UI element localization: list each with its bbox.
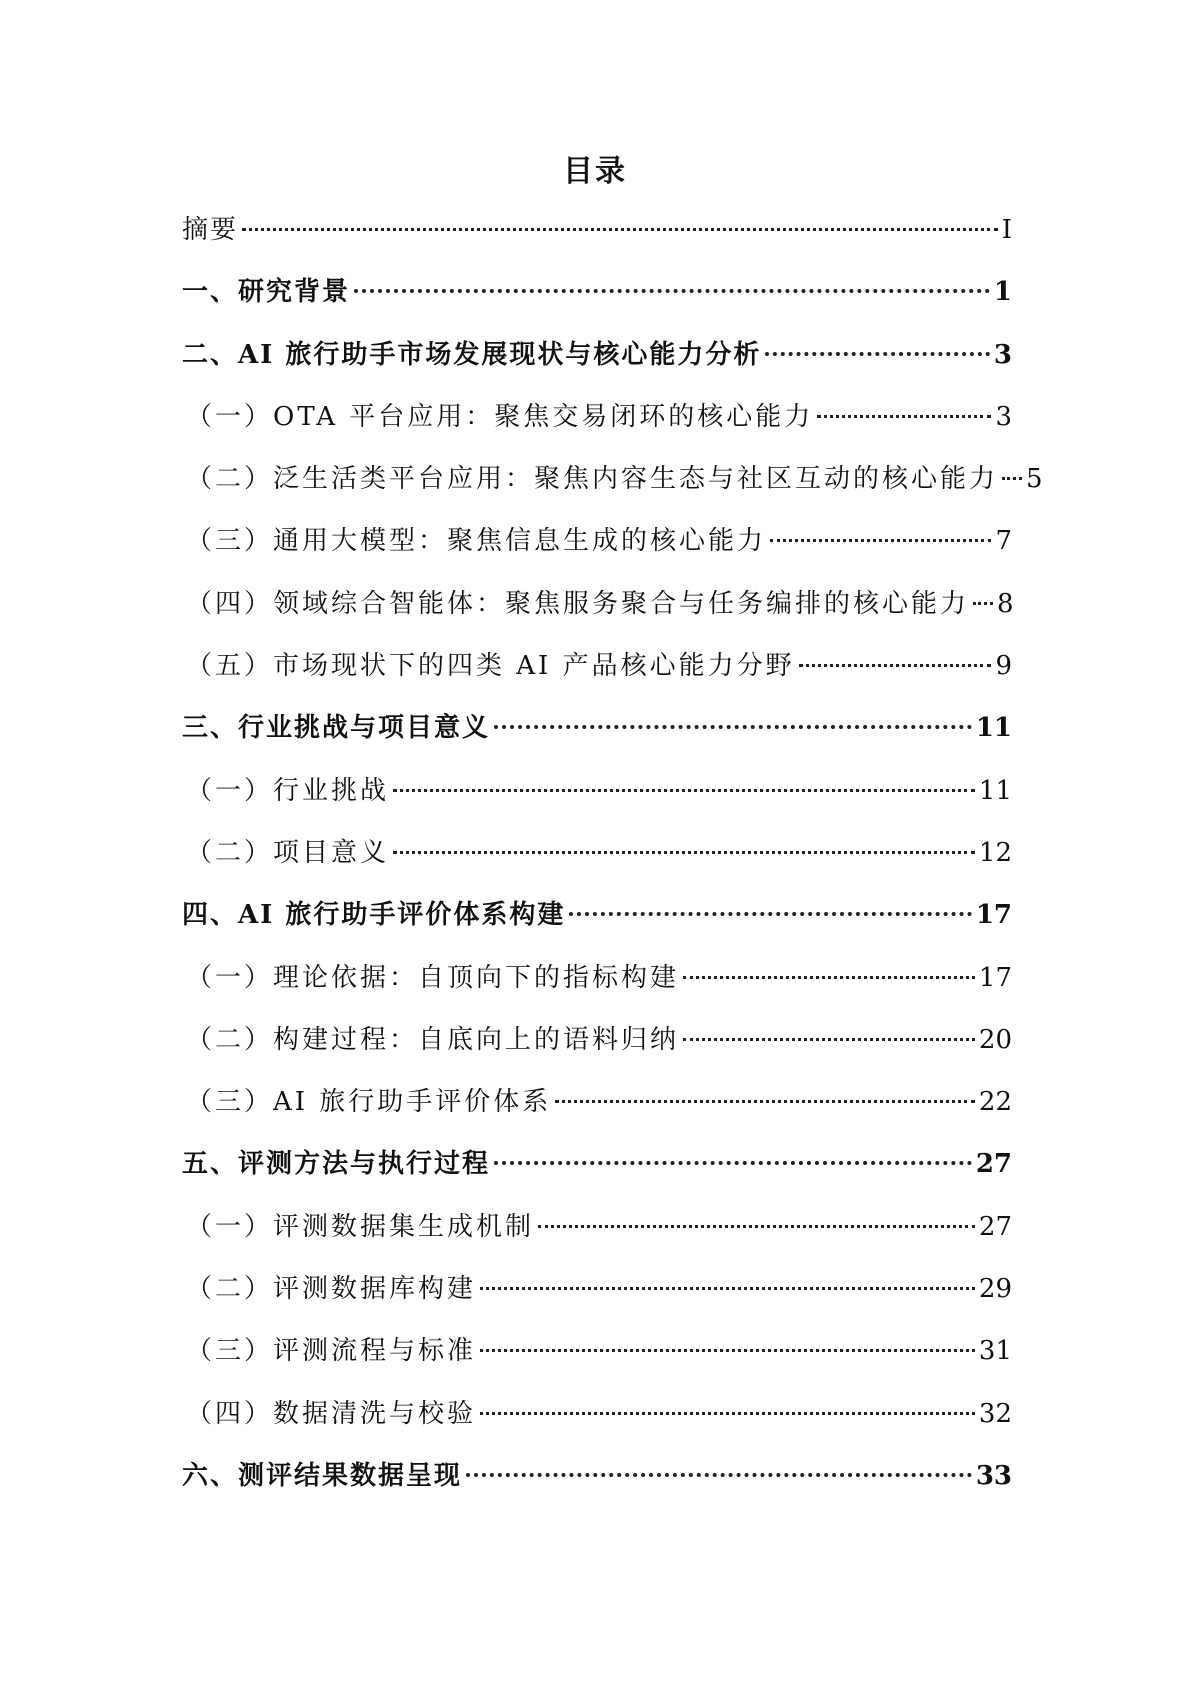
toc-entry[interactable]	[182, 1145, 1012, 1207]
toc-entry[interactable]	[182, 1021, 1012, 1083]
toc-entry[interactable]	[182, 585, 1012, 647]
toc-entry[interactable]	[182, 896, 1012, 958]
toc-leader-dots	[494, 1161, 972, 1165]
toc-entry-text: （四）领域综合智能体：聚焦服务聚合与任务编排的核心能力	[186, 588, 970, 619]
toc-leader-dots	[480, 1287, 975, 1290]
toc-page-number: 8	[997, 588, 1014, 619]
toc-entry-text: 六、测评结果数据呈现	[182, 1460, 463, 1491]
toc-leader-dots	[973, 602, 993, 605]
toc-page-number: 3	[995, 401, 1012, 432]
toc-page-number: 27	[975, 1149, 1012, 1180]
toc-entry-text: （三）评测流程与标准	[186, 1336, 477, 1367]
toc-entry[interactable]	[182, 273, 1012, 335]
toc-page-number: 17	[978, 962, 1012, 993]
toc-entry[interactable]	[182, 1395, 1012, 1457]
toc-entry-text: （一）理论依据：自顶向下的指标构建	[186, 962, 680, 993]
toc-title: 目录	[563, 154, 627, 189]
toc-page-number: 5	[1026, 464, 1043, 495]
toc-entry[interactable]	[182, 211, 1012, 273]
toc-entry-text: （二）项目意义	[186, 837, 390, 868]
toc-page-number: I	[1001, 215, 1012, 245]
toc-entry-text: 四、AI 旅行助手评价体系构建	[182, 900, 566, 931]
toc-page-number: 22	[978, 1087, 1012, 1118]
toc-page-number: 7	[995, 526, 1012, 557]
toc-entry[interactable]	[182, 959, 1012, 1021]
toc-page-number: 17	[975, 900, 1012, 931]
toc-page-number: 31	[978, 1336, 1012, 1367]
toc-leader-dots	[1002, 477, 1022, 480]
toc-entry-text: （一）行业挑战	[186, 775, 390, 806]
toc-list	[182, 211, 1043, 1519]
toc-entry[interactable]	[182, 1270, 1012, 1332]
toc-page-number: 20	[978, 1024, 1012, 1055]
toc-entry[interactable]	[182, 460, 1043, 522]
toc-entry-text: 五、评测方法与执行过程	[182, 1149, 491, 1180]
toc-entry-text: （一）评测数据集生成机制	[186, 1211, 535, 1242]
toc-page-number: 29	[978, 1274, 1012, 1305]
toc-entry-text: （三）AI 旅行助手评价体系	[186, 1087, 552, 1118]
toc-leader-dots	[480, 1412, 975, 1415]
toc-entry[interactable]	[182, 1332, 1012, 1394]
toc-page-number: 11	[978, 775, 1012, 806]
toc-entry[interactable]	[182, 834, 1012, 896]
toc-entry-text: 三、行业挑战与项目意义	[182, 713, 491, 744]
toc-entry[interactable]	[182, 522, 1012, 584]
toc-leader-dots	[393, 789, 975, 792]
toc-leader-dots	[555, 1100, 975, 1103]
toc-entry-text: 二、AI 旅行助手市场发展现状与核心能力分析	[182, 339, 762, 370]
toc-leader-dots	[799, 664, 992, 667]
toc-leader-dots	[466, 1473, 972, 1477]
toc-entry-text: 摘要	[182, 215, 239, 245]
toc-entry[interactable]	[182, 772, 1012, 834]
toc-leader-dots	[683, 1038, 975, 1041]
toc-entry[interactable]	[182, 1208, 1012, 1270]
toc-leader-dots	[817, 415, 991, 418]
toc-leader-dots	[538, 1225, 975, 1228]
toc-page-number: 9	[995, 651, 1012, 682]
toc-page-number: 27	[978, 1211, 1012, 1242]
toc-leader-dots	[393, 851, 975, 854]
toc-leader-dots	[242, 228, 998, 231]
toc-page-number: 3	[993, 339, 1012, 370]
toc-entry[interactable]	[182, 709, 1012, 771]
toc-entry-text: （二）泛生活类平台应用：聚焦内容生态与社区互动的核心能力	[186, 464, 999, 495]
toc-leader-dots	[770, 539, 991, 542]
toc-leader-dots	[765, 352, 990, 356]
toc-entry[interactable]	[182, 398, 1012, 460]
toc-entry-text: （三）通用大模型：聚焦信息生成的核心能力	[186, 526, 767, 557]
toc-entry-text: （二）评测数据库构建	[186, 1274, 477, 1305]
toc-entry-text: （二）构建过程：自底向上的语料归纳	[186, 1024, 680, 1055]
toc-page-number: 11	[975, 713, 1012, 744]
toc-leader-dots	[480, 1349, 975, 1352]
toc-entry-text: （四）数据清洗与校验	[186, 1398, 477, 1429]
toc-leader-dots	[354, 289, 990, 293]
toc-entry-text: （一）OTA 平台应用：聚焦交易闭环的核心能力	[186, 401, 814, 432]
toc-page-number: 12	[978, 837, 1012, 868]
toc-leader-dots	[569, 912, 971, 916]
toc-entry[interactable]	[182, 1083, 1012, 1145]
toc-page-number: 1	[993, 277, 1012, 308]
toc-leader-dots	[494, 725, 972, 729]
toc-page-number: 33	[975, 1460, 1012, 1491]
toc-entry-text: 一、研究背景	[182, 277, 351, 308]
toc-entry[interactable]	[182, 647, 1012, 709]
toc-leader-dots	[683, 976, 975, 979]
toc-entry[interactable]	[182, 336, 1012, 398]
toc-page-number: 32	[978, 1398, 1012, 1429]
toc-entry-text: （五）市场现状下的四类 AI 产品核心能力分野	[186, 651, 795, 682]
toc-entry[interactable]	[182, 1457, 1012, 1519]
